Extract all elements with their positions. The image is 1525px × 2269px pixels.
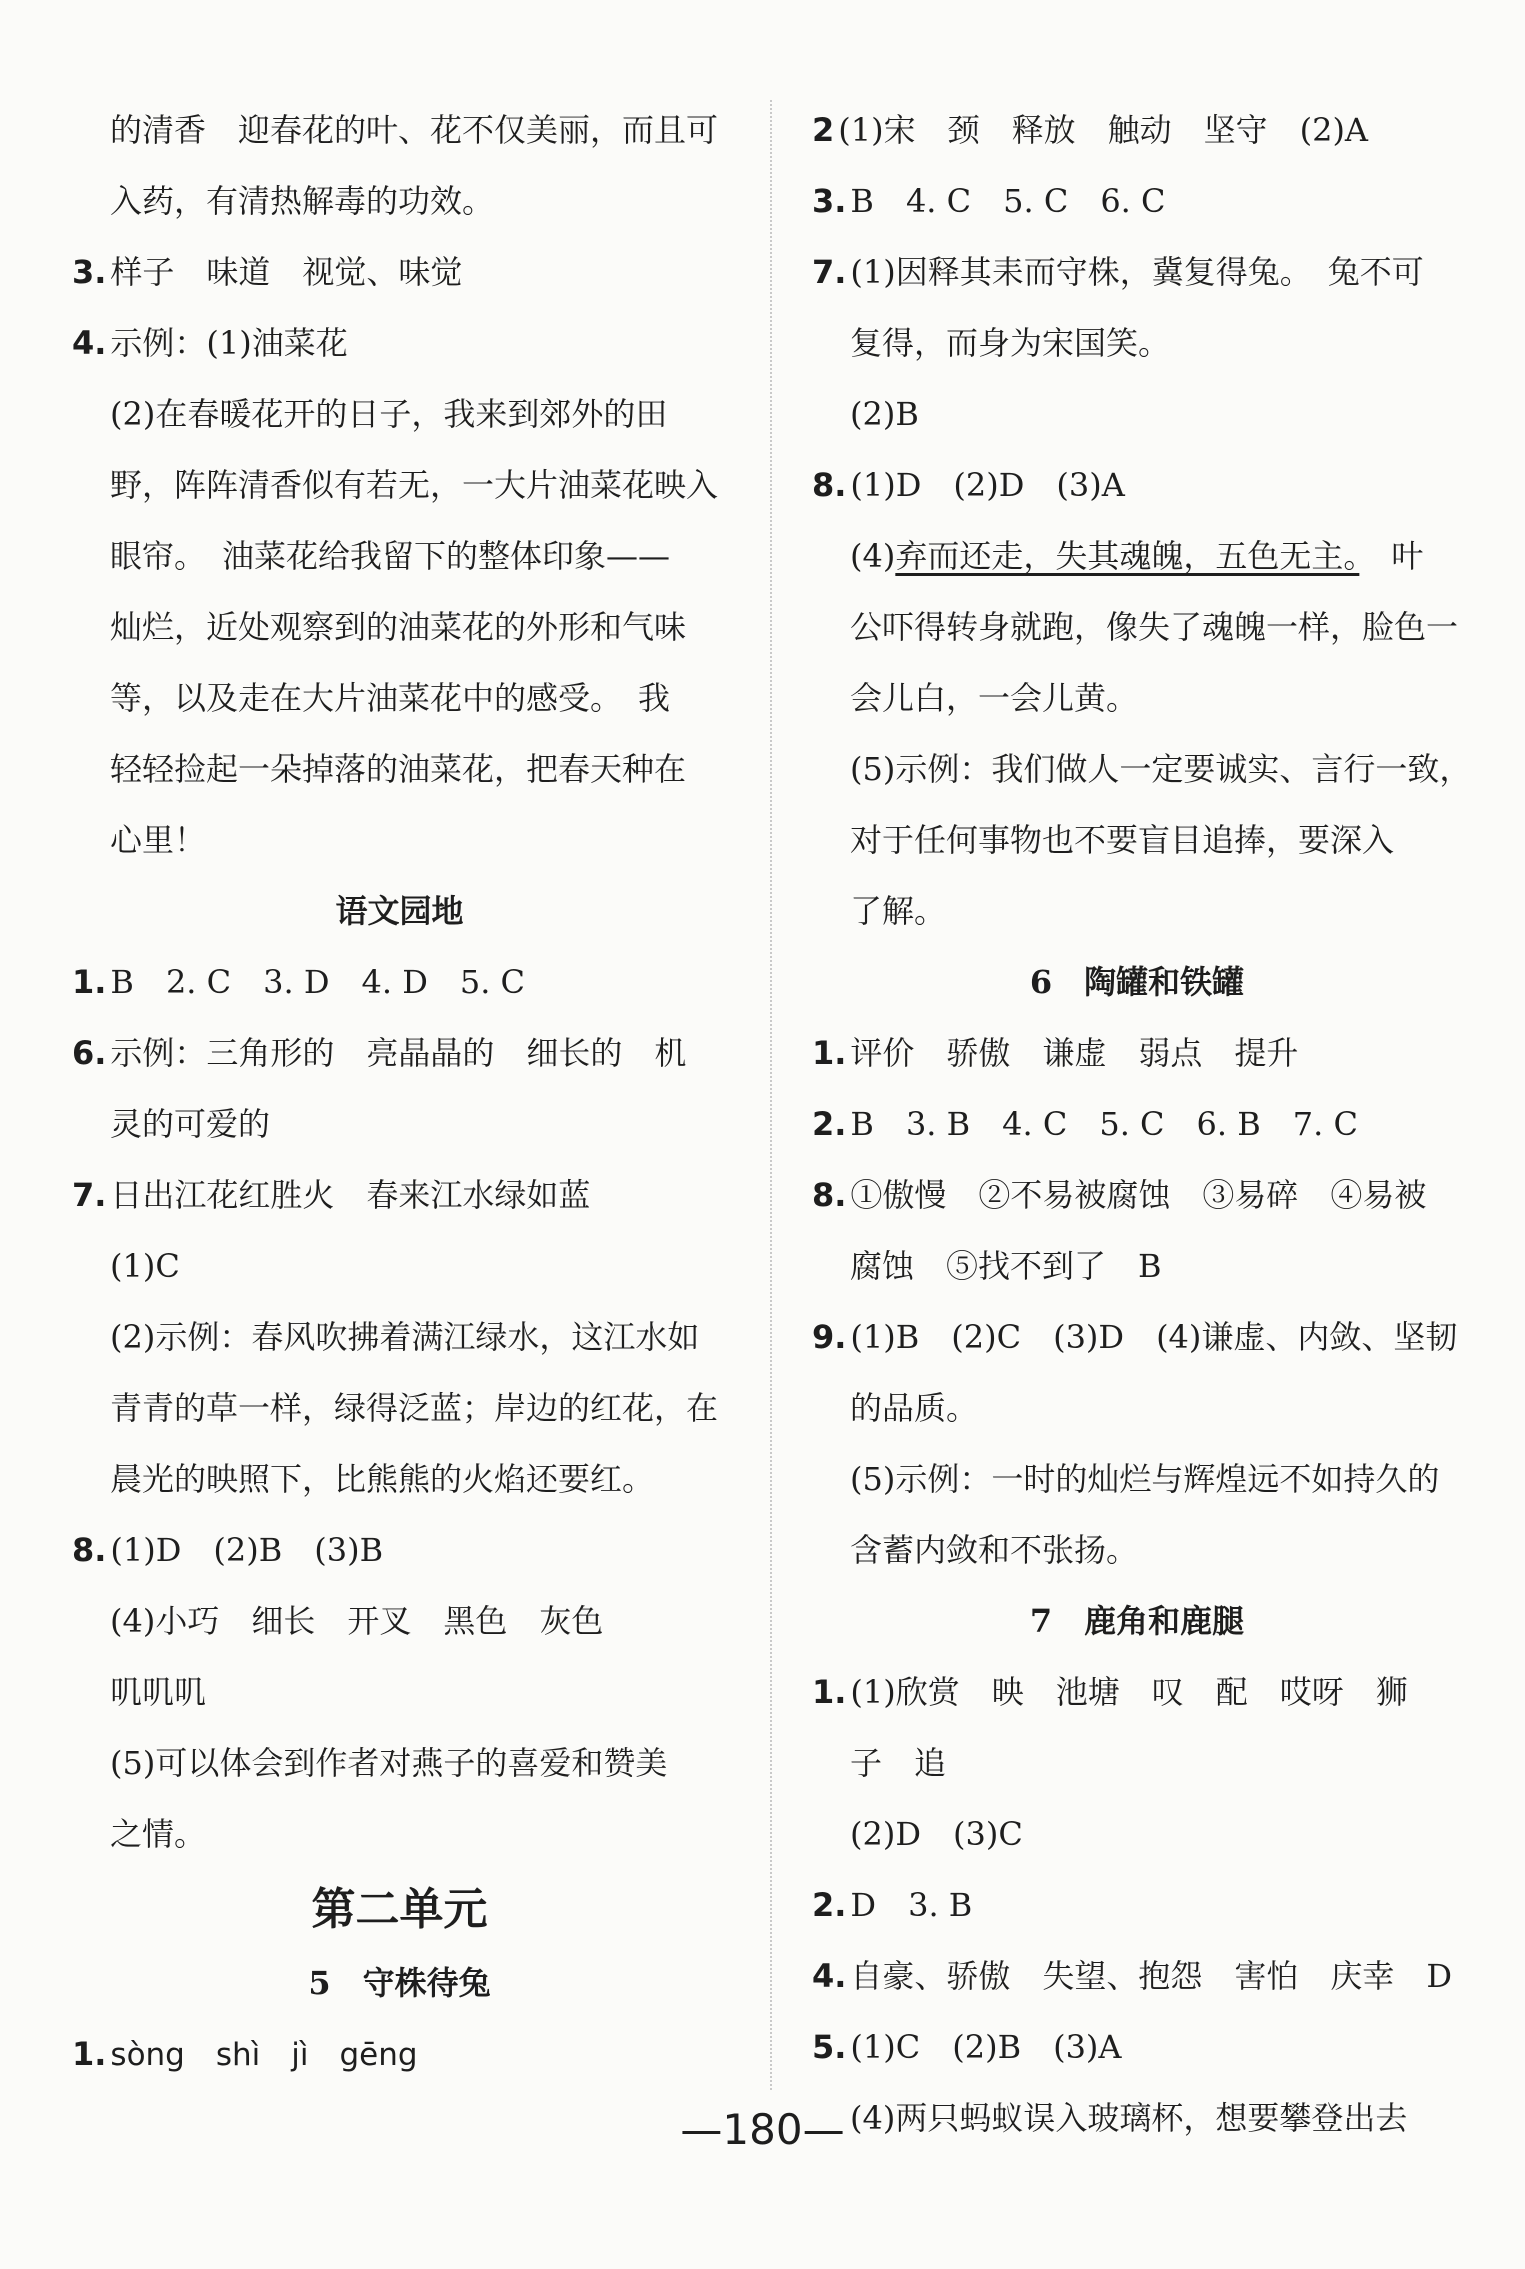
question-number: 2 <box>812 111 835 149</box>
answer-text: (1)D (2)D (3)A <box>850 466 1125 504</box>
answer-text: 样子 味道 视觉、味觉 <box>110 253 463 291</box>
question-number: 1. <box>72 2035 107 2073</box>
question-number: 1. <box>72 963 107 1001</box>
answer-line <box>72 1657 727 1728</box>
question-number: 6. <box>72 1034 107 1072</box>
answer-text: (2)D (3)C <box>850 1815 1023 1853</box>
answer-line <box>812 1373 1462 1444</box>
answer-text: (1)宋 颈 释放 触动 坚守 (2)A <box>838 111 1369 149</box>
question-number: 8. <box>812 1176 847 1214</box>
answer-line <box>72 237 727 308</box>
right-lines-group-b <box>812 592 1472 947</box>
answer-line <box>812 1018 1462 1089</box>
answer-text: 眼帘。 油菜花给我留下的整体印象—— <box>110 537 671 575</box>
lesson-heading-6: 6 陶罐和铁罐 <box>1029 963 1245 1001</box>
answer-line <box>812 379 1462 450</box>
answer-line <box>72 1373 727 1444</box>
left-lines-group-1 <box>72 95 727 876</box>
unit-heading: 第二单元 <box>311 1884 488 1935</box>
answer-line <box>72 2019 727 2090</box>
q8-4-underlined: 弃而还走，失其魂魄，五色无主。 <box>895 537 1360 575</box>
answer-text: 了解。 <box>850 892 947 930</box>
answer-line <box>72 166 727 237</box>
answer-text: 对于任何事物也不要盲目追捧，要深入 <box>850 821 1395 859</box>
answer-text: 叽叽叽 <box>110 1673 207 1711</box>
answer-text: (1)欣赏 映 池塘 叹 配 哎呀 狮 <box>850 1673 1408 1711</box>
answer-line <box>72 308 727 379</box>
answer-text: 复得，而身为宋国笑。 <box>850 324 1171 362</box>
answer-line <box>72 734 727 805</box>
answer-text: (4)小巧 细长 开叉 黑色 灰色 <box>110 1602 604 1640</box>
answer-text: 晨光的映照下，比熊熊的火焰还要红。 <box>110 1460 655 1498</box>
lesson-heading-7: 7 鹿角和鹿腿 <box>1029 1602 1245 1640</box>
question-number: 9. <box>812 1318 847 1356</box>
answer-line <box>72 521 727 592</box>
question-number: 4. <box>72 324 107 362</box>
question-number: 3. <box>812 182 847 220</box>
answer-line <box>72 1444 727 1515</box>
answer-line <box>812 1231 1462 1302</box>
answer-text: (2)在春暖花开的日子，我来到郊外的田 <box>110 395 668 433</box>
answer-text: (1)C (2)B (3)A <box>850 2028 1122 2066</box>
answer-line <box>72 1018 727 1089</box>
pinyin-answer: sòng shì jì gēng <box>110 2037 418 2073</box>
question-number: 7. <box>72 1176 107 1214</box>
answer-text: (2)B <box>850 395 919 433</box>
answer-text: 日出江花红胜火 春来江水绿如蓝 <box>110 1176 591 1214</box>
question-number: 1. <box>812 1034 847 1072</box>
answer-line <box>812 876 1462 947</box>
answer-line <box>812 95 1462 166</box>
answer-text: 轻轻捡起一朵掉落的油菜花，把春天种在 <box>110 750 687 788</box>
answer-line <box>72 95 727 166</box>
answer-text: B 2. C 3. D 4. D 5. C <box>110 963 526 1001</box>
question-number: 4. <box>812 1957 847 1995</box>
answer-line <box>812 1515 1462 1586</box>
answer-text: 野，阵阵清香似有若无，一大片油菜花映入 <box>110 466 719 504</box>
answer-text: 的品质。 <box>850 1389 979 1427</box>
answer-text: B 3. B 4. C 5. C 6. B 7. C <box>850 1105 1358 1143</box>
answer-line <box>812 592 1462 663</box>
answer-text: 的清香 迎春花的叶、花不仅美丽，而且可 <box>110 111 719 149</box>
answer-text: (2)示例：春风吹拂着满江绿水，这江水如 <box>110 1318 700 1356</box>
answer-line <box>812 2012 1462 2083</box>
column-divider <box>770 100 772 2090</box>
answer-text: 等，以及走在大片油菜花中的感受。 我 <box>110 679 671 717</box>
answer-line <box>812 1302 1462 1373</box>
answer-text: 公吓得转身就跑，像失了魂魄一样，脸色一 <box>850 608 1459 646</box>
answer-text: 灿烂，近处观察到的油菜花的外形和气味 <box>110 608 687 646</box>
answer-text: ①傲慢 ②不易被腐蚀 ③易碎 ④易被 <box>850 1176 1427 1214</box>
answer-text: 之情。 <box>110 1815 207 1853</box>
answer-text: 子 追 <box>850 1744 947 1782</box>
right-lines-group-a <box>812 95 1462 521</box>
answer-text: (5)示例：一时的灿烂与辉煌远不如持久的 <box>850 1460 1440 1498</box>
answer-line <box>812 237 1462 308</box>
answer-text: (5)可以体会到作者对燕子的喜爱和赞美 <box>110 1744 668 1782</box>
answer-line <box>812 166 1462 237</box>
question-number: 8. <box>72 1531 107 1569</box>
answer-line <box>812 1941 1462 2012</box>
question-number: 5. <box>812 2028 847 2066</box>
answer-line <box>72 1231 727 1302</box>
answer-text: 自豪、骄傲 失望、抱怨 害怕 庆幸 D <box>850 1957 1453 1995</box>
left-column <box>72 95 727 2090</box>
answer-line <box>812 1728 1462 1799</box>
answer-line <box>72 1302 727 1373</box>
lesson-heading-5: 5 守株待兔 <box>308 1964 491 2002</box>
question-number: 8. <box>812 466 847 504</box>
answer-line <box>72 1728 727 1799</box>
answer-text: (4)两只蚂蚁误入玻璃杯，想要攀登出去 <box>850 2099 1408 2137</box>
answer-line <box>72 1586 727 1657</box>
answer-line <box>812 1870 1462 1941</box>
answer-text: (1)因释其耒而守株，冀复得兔。 兔不可 <box>850 253 1424 291</box>
answer-line <box>72 592 727 663</box>
page-number: —180— <box>680 2105 845 2154</box>
answer-text: 示例：三角形的 亮晶晶的 细长的 机 <box>110 1034 687 1072</box>
answer-line <box>72 1799 727 1870</box>
answer-line <box>72 1160 727 1231</box>
answer-text: (1)B (2)C (3)D (4)谦虚、内敛、坚韧 <box>850 1318 1458 1356</box>
answer-text: 示例：(1)油菜花 <box>110 324 348 362</box>
answer-line <box>72 663 727 734</box>
answer-line <box>812 1657 1462 1728</box>
answer-line <box>72 379 727 450</box>
answer-line <box>812 450 1462 521</box>
answer-text: 评价 骄傲 谦虚 弱点 提升 <box>850 1034 1299 1072</box>
answer-text: B 4. C 5. C 6. C <box>850 182 1166 220</box>
answer-text: 青青的草一样，绿得泛蓝；岸边的红花，在 <box>110 1389 719 1427</box>
question-number: 2. <box>812 1886 847 1924</box>
answer-line <box>812 1444 1462 1515</box>
question-number: 2. <box>812 1105 847 1143</box>
answer-line <box>72 1515 727 1586</box>
question-number: 3. <box>72 253 107 291</box>
q8-4-prefix: (4) <box>850 537 896 575</box>
answer-line-q8-4 <box>812 521 1462 592</box>
answer-line <box>812 1160 1462 1231</box>
answer-line <box>72 450 727 521</box>
answer-text: (5)示例：我们做人一定要诚实、言行一致， <box>850 750 1472 788</box>
answer-text: 心里！ <box>110 821 207 859</box>
answer-text: (1)D (2)B (3)B <box>110 1531 384 1569</box>
answer-text: D 3. B <box>850 1886 973 1924</box>
answer-line <box>72 947 727 1018</box>
answer-line <box>812 1089 1462 1160</box>
answer-text: (1)C <box>110 1247 180 1285</box>
left-lines-group-2 <box>72 947 727 1870</box>
answer-line <box>812 308 1462 379</box>
answer-line <box>72 805 727 876</box>
answer-text: 灵的可爱的 <box>110 1105 271 1143</box>
answer-text: 腐蚀 ⑤找不到了 B <box>850 1247 1162 1285</box>
right-lines-group-c <box>812 1018 1462 1586</box>
question-number: 7. <box>812 253 847 291</box>
answer-text: 含蓄内敛和不张扬。 <box>850 1531 1139 1569</box>
right-lines-group-d <box>812 1657 1462 2154</box>
answer-text: 会儿白，一会儿黄。 <box>850 679 1139 717</box>
section-heading-yuwen-yuandi: 语文园地 <box>335 892 464 930</box>
answer-line <box>812 663 1462 734</box>
answer-line <box>812 734 1472 805</box>
answer-line <box>72 1089 727 1160</box>
q8-4-suffix: 叶 <box>1359 537 1424 575</box>
right-column <box>812 95 1472 2154</box>
answer-text: 入药，有清热解毒的功效。 <box>110 182 495 220</box>
question-number: 1. <box>812 1673 847 1711</box>
answer-line <box>812 1799 1462 1870</box>
answer-line <box>812 805 1462 876</box>
